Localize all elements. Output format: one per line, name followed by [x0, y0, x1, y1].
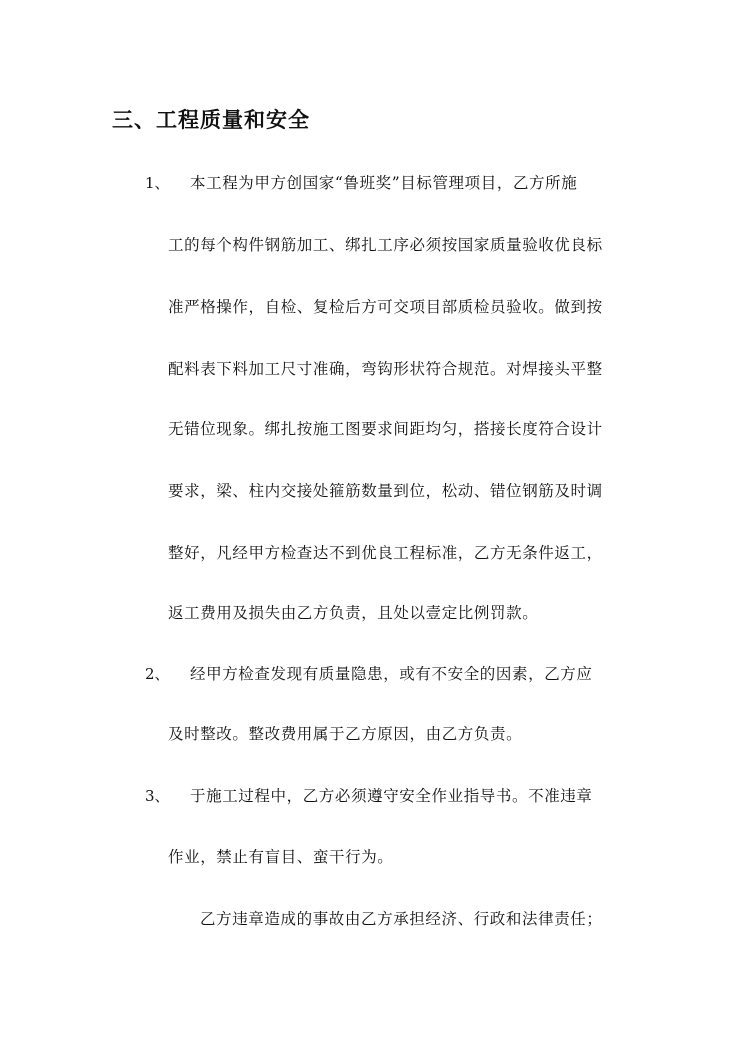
paragraph-line: 准严格操作，自检、复检后方可交项目部质检员验收。做到按	[168, 298, 603, 316]
paragraph-line: 整好，凡经甲方检查达不到优良工程标准，乙方无条件返工，	[168, 544, 603, 562]
item-number: 3、	[145, 787, 170, 805]
paragraph-line: 配料表下料加工尺寸准确，弯钩形状符合规范。对焊接头平整	[168, 360, 603, 378]
paragraph-line: 无错位现象。绑扎按施工图要求间距均匀，搭接长度符合设计	[168, 420, 603, 438]
paragraph-line: 作业，禁止有盲目、蛮干行为。	[168, 848, 394, 866]
section-heading: 三、工程质量和安全	[112, 107, 310, 132]
paragraph-line: 于施工过程中，乙方必须遵守安全作业指导书。不准违章	[190, 787, 593, 805]
final-paragraph: 乙方违章造成的事故由乙方承担经济、行政和法律责任；	[200, 910, 603, 928]
paragraph-line: 工的每个构件钢筋加工、绑扎工序必须按国家质量验收优良标	[168, 236, 603, 254]
item-number: 2、	[145, 665, 170, 683]
paragraph-line: 及时整改。整改费用属于乙方原因，由乙方负责。	[168, 725, 523, 743]
paragraph-line: 经甲方检查发现有质量隐患，或有不安全的因素，乙方应	[190, 665, 593, 683]
item-number: 1、	[145, 174, 170, 192]
paragraph-line: 返工费用及损失由乙方负责，且处以壹定比例罚款。	[168, 604, 539, 622]
paragraph-line: 本工程为甲方创国家“鲁班奖”目标管理项目，乙方所施	[190, 174, 578, 192]
paragraph-line: 要求，梁、柱内交接处箍筋数量到位，松动、错位钢筋及时调	[168, 482, 603, 500]
